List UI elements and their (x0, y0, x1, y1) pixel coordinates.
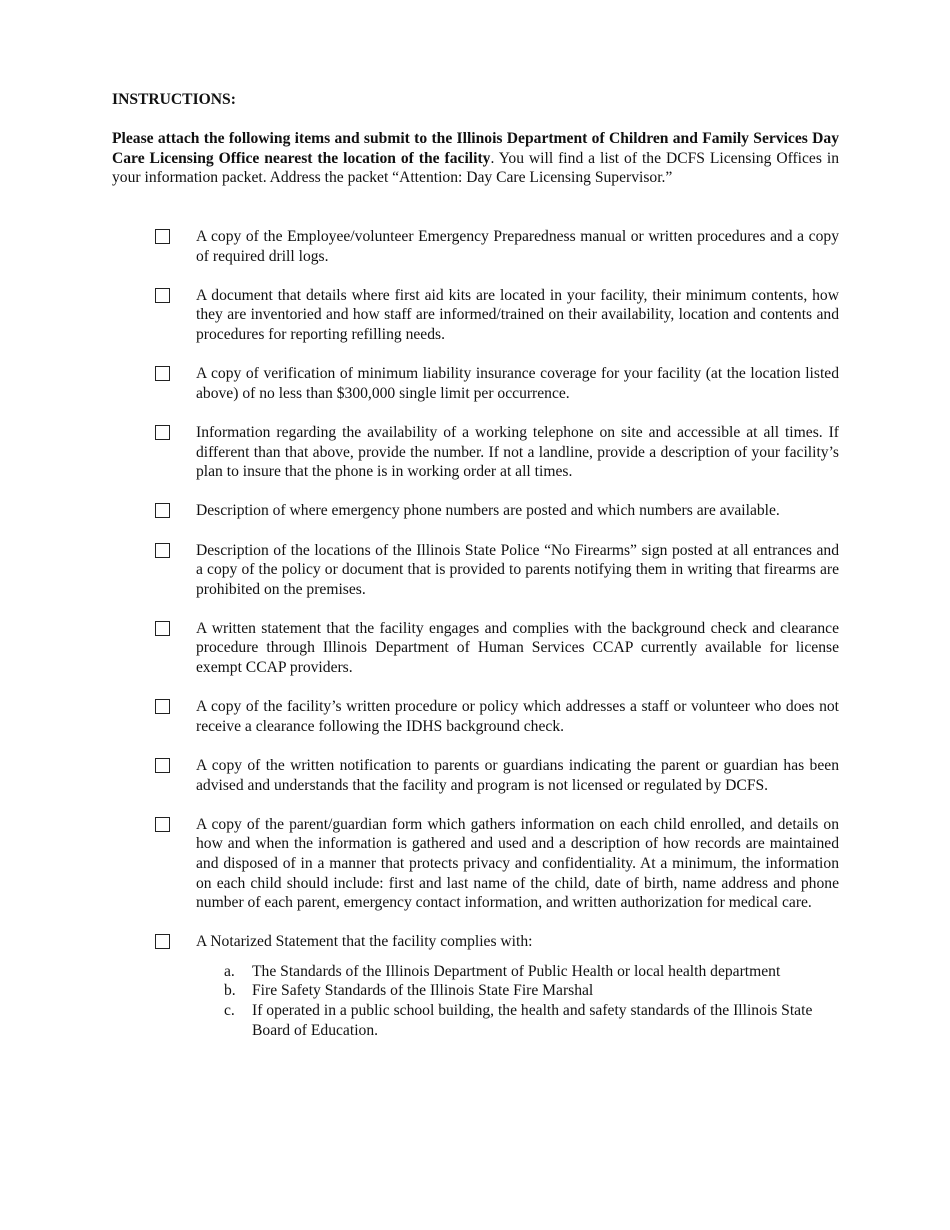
checkbox[interactable] (155, 621, 170, 636)
checkbox[interactable] (155, 503, 170, 518)
checklist-item (112, 364, 839, 403)
checklist-item-notarized-statement (112, 932, 839, 1040)
instructions-heading: INSTRUCTIONS: (112, 91, 236, 108)
sub-list-text: Fire Safety Standards of the Illinois State Fire Marshal (252, 982, 594, 1000)
sub-list-item (196, 1001, 839, 1040)
checklist-item (112, 501, 839, 521)
sub-list-item (196, 962, 839, 982)
checkbox[interactable] (155, 425, 170, 440)
checklist-item (112, 756, 839, 795)
intro-paragraph (112, 129, 839, 188)
checkbox[interactable] (155, 934, 170, 949)
checklist-item (112, 697, 839, 736)
checklist-item (112, 619, 839, 678)
checkbox[interactable] (155, 366, 170, 381)
sub-list-letter: a. (224, 962, 235, 980)
checkbox[interactable] (155, 699, 170, 714)
checkbox[interactable] (155, 288, 170, 303)
checklist-item (112, 227, 839, 266)
checkbox[interactable] (155, 543, 170, 558)
checklist-item (112, 815, 839, 913)
intro-rest-text: . You will find a list of the DCFS Licensing Offices in your information packet. Address the packet “Attention: Day Care Licensing Supervisor.” (112, 149, 839, 187)
checklist-item-text: A copy of verification of minimum liability insurance coverage for your facility (at the location listed above) of no less than $300,000 single limit per occurrence. (196, 365, 839, 402)
checklist-item-text: A copy of the written notification to parents or guardians indicating the parent or guardian has been advised and understands that the facility and program is not licensed or regulated by DCFS. (196, 757, 839, 794)
submission-checklist (112, 227, 839, 1060)
sub-list-letter: b. (224, 982, 236, 1000)
checklist-item-text: A copy of the facility’s written procedure or policy which addresses a staff or volunteer who does not receive a clearance following the IDHS background check. (196, 698, 839, 735)
sub-list-text: The Standards of the Illinois Department of Public Health or local health department (252, 962, 781, 980)
sub-list-item (196, 981, 839, 1001)
checklist-item (112, 423, 839, 482)
checklist-item (112, 286, 839, 345)
checklist-item-text: Description of where emergency phone numbers are posted and which numbers are available. (196, 502, 780, 520)
checklist-item-text: Information regarding the availability of a working telephone on site and accessible at all times. If different than that above, provide the number. If not a landline, provide a description of your facility’s plan to insure that the phone is in working order at all times. (196, 423, 839, 481)
notarized-requirements-list (196, 962, 839, 1040)
checkbox[interactable] (155, 229, 170, 244)
checkbox[interactable] (155, 758, 170, 773)
checklist-item (112, 541, 839, 600)
sub-list-letter: c. (224, 1001, 235, 1019)
checklist-item-text: A written statement that the facility engages and complies with the background check and clearance procedure through Illinois Department of Human Services CCAP currently available for license exempt CCAP providers. (196, 619, 839, 677)
checklist-item-text: Description of the locations of the Illinois State Police “No Firearms” sign posted at all entrances and a copy of the policy or document that is provided to parents notifying them in writing that firearms are prohibited on the premises. (196, 541, 839, 598)
sub-list-text: If operated in a public school building, the health and safety standards of the Illinois State Board of Education. (252, 1001, 813, 1039)
checklist-item-text: A Notarized Statement that the facility complies with: (196, 933, 533, 951)
checklist-item-text: A document that details where first aid kits are located in your facility, their minimum contents, how they are inventoried and how staff are informed/trained on their availability, location and contents and procedures for reporting refilling needs. (196, 286, 839, 343)
checklist-item-text: A copy of the parent/guardian form which gathers information on each child enrolled, and details on how and when the information is gathered and used and a description of how records are maintained and disposed of in a manner that protects privacy and confidentiality. At a minimum, the information on each child should include: first and last name of the child, date of birth, name address and phone number of each parent, emergency contact information, and written authorization for medical care. (196, 815, 839, 912)
checklist-item-text: A copy of the Employee/volunteer Emergency Preparedness manual or written procedures and a copy of required drill logs. (196, 228, 839, 265)
checkbox[interactable] (155, 817, 170, 832)
intro-bold-text: Please attach the following items and submit to the Illinois Department of Children and Family Services Day Care Licensing Office nearest the location of the facility (112, 130, 839, 167)
